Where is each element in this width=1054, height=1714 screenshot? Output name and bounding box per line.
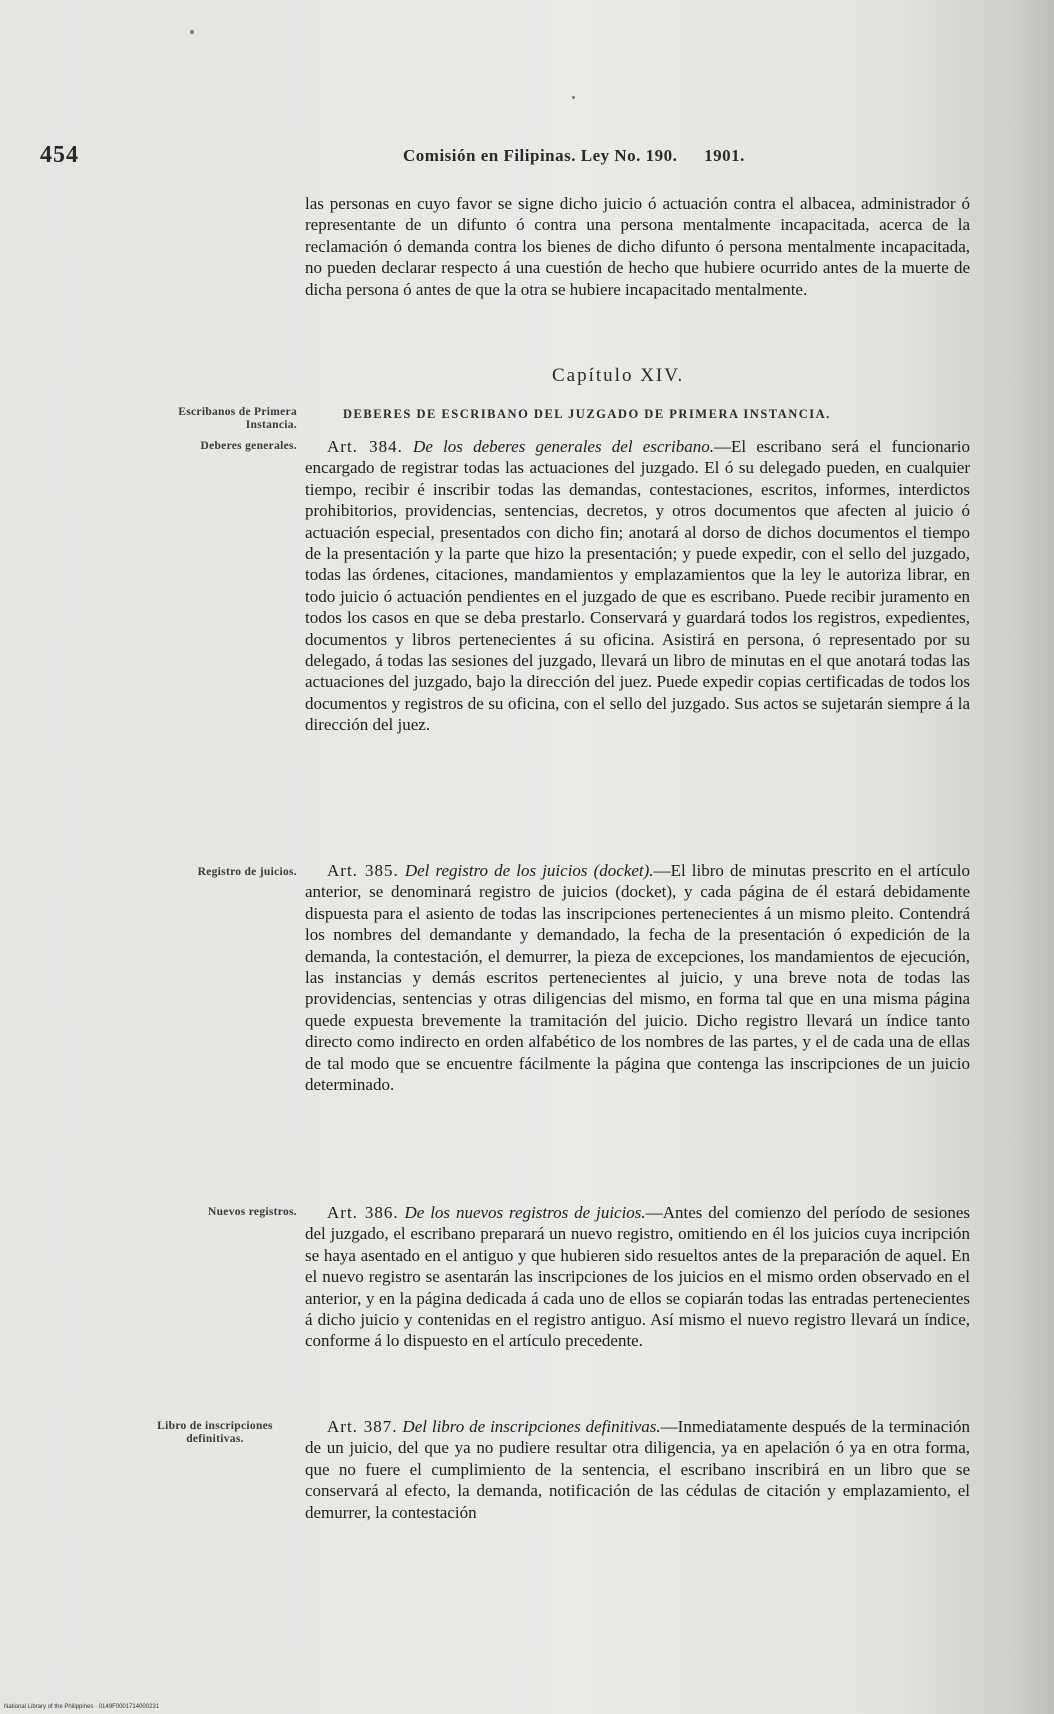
article-text: —Inmediatamente después de la terminación de un juicio, del que ya no pudiere resultar otra diligencia, ya en apelación ó ya en otra forma, que no fuere el cumplimiento de la sentencia, el escribano inscribirá en un libro que se conservará al efecto, la demanda, notificación de las cédulas de citación y emplazamiento, el demurrer, la contestación — [305, 1417, 970, 1522]
page-number: 454 — [40, 142, 79, 168]
article-387 — [305, 1416, 970, 1523]
article-text: —El escribano será el funcionario encargado de registrar todas las actuaciones del juzgado. El ó su delegado pueden, en cualquier tiempo, recibir é inscribir todas las demandas, contestaciones, escritos, informes, interdictos prohibitorios, providencias, sentencias, decretos, y otros documentos que afecten al juicio ó actuación especial, presentados con dicho fin; anotará al dorso de dichos documentos el tiempo de la presentación y la parte que hizo la presentación; y puede expedir, con el sello del juzgado, todas las órdenes, citaciones, mandamientos y emplazamientos que la ley le autoriza librar, en todo juicio ó actuación pendientes en el juzgado de que es escribano. Puede recibir juramento en todos los casos en que se deba prestarlo. Conservará y guardará todos los registros, expedientes, documentos y libros pertenecientes á su oficina. Asistirá en persona, ó representado por su delegado, á todas las sesiones del juzgado, llevará un libro de minutas en el que anotará todas las actuaciones del juzgado, bajo la dirección del juez. Puede expedir copias certificadas de todos los documentos y registros de su oficina, con el sello del juzgado. Sus actos se sujetarán siempre á la dirección del juez. — [305, 437, 971, 735]
article-385 — [305, 860, 970, 1095]
running-title: Comisión en Filipinas. Ley No. 190. — [403, 146, 678, 165]
chapter-subtitle: DEBERES DE ESCRIBANO DEL JUZGADO DE PRIMERA INSTANCIA. — [343, 407, 831, 421]
article-number: Art. 385. — [327, 861, 399, 880]
article-text: —El libro de minutas prescrito en el artículo anterior, se denominará registro de juicios (docket), y cada página de él estará debidamente dispuesta para el asiento de todas las inscripciones pertenecientes á un mismo pleito. Contendrá los nombres del demandante y demandado, la fecha de la presentación ó expedición de la demanda, la contestación, el demurrer, la pieza de excepciones, los mandamientos de ejecución, las instancias y demás escritos pertenecientes al juicio, y una breve nota de todas las providencias, sentencias y otras diligencias del mismo, en forma tal que en una misma página quede expuesta brevemente la tramitación del juicio. Dicho registro llevará un índice tanto directo como indirecto en orden alfabético de los nombres de las partes, y el de cada una de ellas de tal modo que se encuentre fácilmente la página que contenga las inscripciones de un juicio determinado. — [305, 861, 970, 1095]
chapter-title: Capítulo XIV. — [552, 365, 685, 386]
margin-note: Deberes generales. — [200, 440, 297, 452]
header-year: 1901. — [704, 146, 745, 165]
article-title: Del libro de inscripciones definitivas. — [402, 1417, 661, 1436]
margin-note: Nuevos registros. — [207, 1206, 297, 1218]
margin-note: Escribanos de Primera Instancia. — [178, 406, 297, 431]
margin-note: Registro de juicios. — [197, 866, 297, 878]
scan-speck — [190, 30, 194, 34]
article-title: De los deberes generales del escribano. — [413, 437, 715, 456]
running-header — [403, 146, 745, 166]
article-number: Art. 384. — [327, 437, 403, 456]
article-384 — [305, 436, 970, 736]
article-title: Del registro de los juicios (docket). — [404, 861, 654, 880]
scan-credit: National Library of the Philippines · 0149F0001714000231 — [4, 1704, 160, 1710]
margin-note: Libro de inscripciones definitivas. — [157, 1420, 273, 1445]
article-number: Art. 386. — [327, 1203, 399, 1222]
article-number: Art. 387. — [327, 1417, 398, 1436]
continuation-paragraph: las personas en cuyo favor se signe dicho juicio ó actuación contra el albacea, administrador ó representante de un difunto ó contra una persona mentalmente incapacitada, acerca de la reclamación ó demanda contra los bienes de dicho difunto ó persona mentalmente incapacitada, no pueden declarar respecto á una cuestión de hecho que hubiere ocurrido antes de la muerte de dicha persona ó antes de que la otra se hubiere incapacitado mentalmente. — [305, 194, 970, 299]
article-386 — [305, 1202, 970, 1352]
article-title: De los nuevos registros de juicios. — [404, 1203, 646, 1222]
scan-speck — [572, 96, 575, 99]
article-text: —Antes del comienzo del período de sesiones del juzgado, el escribano preparará un nuevo registro, omitiendo en él los juicios cuya incripción se haya asentado en el antiguo y que hubieren sido resueltos antes de la preparación de aquel. En el nuevo registro se asentarán las inscripciones de los juicios en el mismo orden observado en el anterior, y en la página dedicada á cada uno de ellos se copiarán todas las entradas pertenecientes á dicho juicio y contenidas en el registro antiguo. Así mismo el nuevo registro llevará un índice, conforme á lo dispuesto en el artículo precedente. — [305, 1203, 971, 1351]
